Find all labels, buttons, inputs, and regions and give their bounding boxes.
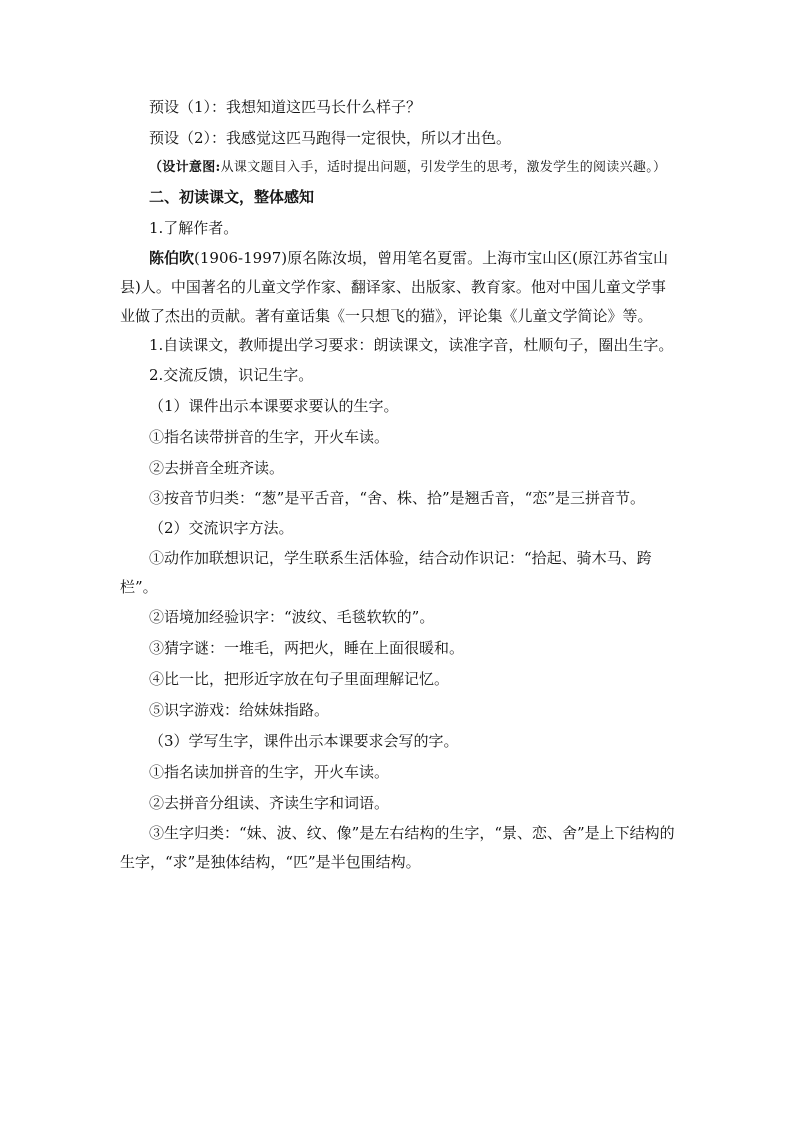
- step-self-read: 1.自读课文，教师提出学习要求：朗读课文，读准字音，杜顺句子，圈出生字。: [149, 336, 674, 354]
- item-2a: ①动作加联想识记，学生联系生活体验，结合动作识记：“拾起、骑木马、跨栏”。: [120, 549, 652, 596]
- item-1a: ①指名读带拼音的生字，开火车读。: [149, 428, 390, 446]
- design-intent-text: 从课文题目入手，适时提出问题，引发学生的思考，激发学生的阅读兴趣。）: [220, 160, 667, 175]
- author-name: 陈伯吹: [149, 249, 195, 267]
- item-2b: ②语境加经验识字：“波纹、毛毯软软的”。: [149, 608, 435, 626]
- step-feedback: 2.交流反馈，识记生字。: [149, 366, 314, 384]
- item-1b: ②去拼音全班齐读。: [149, 459, 285, 477]
- item-2d: ④比一比，把形近字放在句子里面理解记忆。: [149, 670, 450, 688]
- item-2c: ③猜字谜：一堆毛，两把火，睡在上面很暖和。: [149, 639, 465, 657]
- item-3a: ①指名读加拼音的生字，开火车读。: [149, 763, 390, 781]
- author-bio-text: (1906-1997)原名陈汝埙，曾用笔名夏雷。上海市宝山区(原江苏省宝山县)人。中国著名的儿童文学作家、翻译家、出版家、教育家。他对中国儿童文学事业做了杰出的贡献。著有童话集《一只想飞的猫》，评论集《儿童文学简论》等。: [120, 249, 668, 325]
- item-2e: ⑤识字游戏：给妹妹指路。: [149, 701, 330, 719]
- item-1c: ③按音节归类：“葱”是平舌音，“舍、株、拾”是翘舌音，“恋”是三拼音节。: [149, 489, 646, 507]
- item-2: （2）交流识字方法。: [149, 519, 294, 537]
- step-know-author: 1.了解作者。: [149, 219, 239, 237]
- item-3b: ②去拼音分组读、齐读生字和词语。: [149, 794, 390, 812]
- section-heading-2: 二、初读课文，整体感知: [149, 188, 315, 206]
- item-3c: ③生字归类：“妹、波、纹、像”是左右结构的生字，“景、恋、舍”是上下结构的生字，“求”是独体结构，“匹”是半包围结构。: [120, 824, 675, 871]
- design-intent-label: （设计意图:: [149, 160, 221, 175]
- design-intent-note: [120, 154, 675, 182]
- item-3: （3）学写生字，课件出示本课要求会写的字。: [149, 732, 459, 750]
- preset-1: 预设（1）：我想知道这匹马长什么样子？: [149, 98, 422, 116]
- preset-2: 预设（2）：我感觉这匹马跑得一定很快，所以才出色。: [149, 129, 512, 147]
- author-bio: [120, 244, 675, 331]
- item-1: （1）课件出示本课要求要认的生字。: [149, 397, 399, 415]
- document-page: [120, 92, 675, 877]
